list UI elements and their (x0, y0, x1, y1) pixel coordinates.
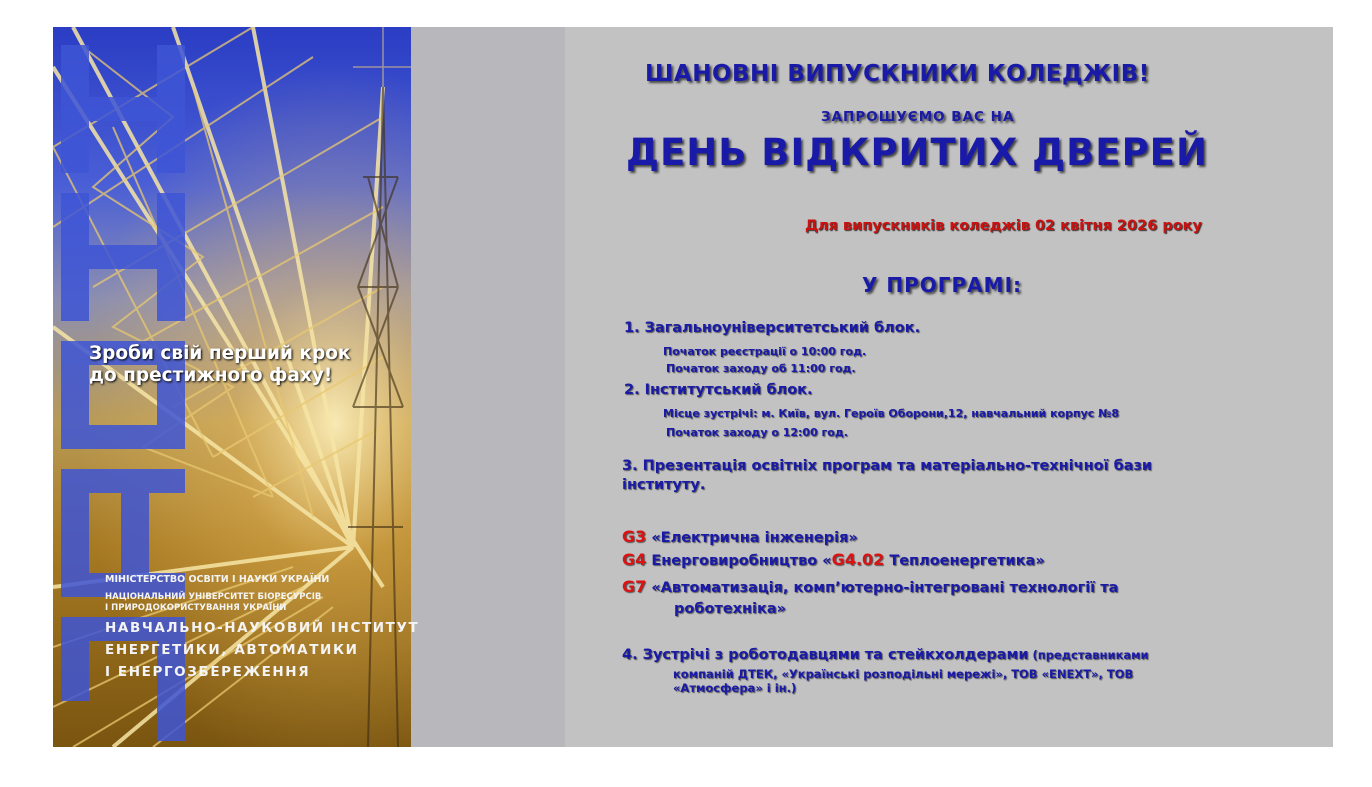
program-item-1: 1. Загальноуніверситетський блок. (624, 320, 921, 336)
item-4-line-2: компаній ДТЕК, «Українські розподільні мережі», ТОВ «ENEXT», ТОВ (673, 667, 1134, 681)
item-3-line-1: 3. Презентація освітніх програм та матеріально-технічної бази (622, 458, 1153, 474)
program-item-2: 2. Інститутський блок. (624, 382, 813, 398)
item-4-details (673, 667, 1133, 695)
invite-subheading: ЗАПРОШУЄМО ВАС НА (821, 109, 1015, 125)
item-2-location: Місце зустрічі: м. Київ, вул. Героїв Оборони,12, навчальний корпус №8 (663, 407, 1119, 420)
specialty-code: G4 (622, 550, 647, 569)
specialty-name: «Автоматизація, комп’ютерно-інтегровані технології та (646, 580, 1119, 596)
item-4-main: 4. Зустрічі з роботодавцями та стейкхолдерами (622, 647, 1029, 663)
item-4-line-3: «Атмосфера» і ін.) (673, 681, 797, 695)
specialty-g3 (622, 527, 858, 546)
event-date: Для випускників коледжів 02 квітня 2026 року (805, 218, 1202, 234)
slogan-line-2: до престижного фаху! (89, 365, 333, 386)
specialty-code: G7 (622, 577, 647, 596)
university-line-2: І ПРИРОДОКОРИСТУВАННЯ УКРАЇНИ (105, 603, 287, 613)
item-3-line-2: інституту. (622, 477, 706, 493)
specialty-code: G3 (622, 527, 647, 546)
slogan (89, 343, 389, 387)
specialty-name-prefix: Енерговиробництво « (646, 553, 832, 569)
university-line-1: НАЦІОНАЛЬНИЙ УНІВЕРСИТЕТ БІОРЕСУРСІВ (105, 592, 322, 602)
program-item-3 (622, 457, 1152, 495)
specialty-g7 (622, 576, 1118, 620)
greeting-heading: ШАНОВНІ ВИПУСКНИКИ КОЛЕДЖІВ! (645, 61, 1150, 87)
item-1-registration: Початок реєстрації о 10:00 год. (663, 345, 867, 358)
specialty-name-line-2: роботехніка» (674, 601, 786, 617)
invitation-slide (53, 27, 1333, 747)
institute-line-3: І ЕНЕРГОЗБЕРЕЖЕННЯ (105, 664, 311, 680)
item-1-start: Початок заходу об 11:00 год. (666, 362, 856, 375)
institute-line-2: ЕНЕРГЕТИКИ, АВТОМАТИКИ (105, 642, 359, 658)
item-4-paren: (представниками (1028, 648, 1149, 662)
power-tower-photo (53, 27, 565, 747)
specialty-g4 (622, 550, 1045, 569)
institution-block (105, 574, 435, 680)
item-2-start: Початок заходу о 12:00 год. (666, 426, 848, 439)
program-item-4 (622, 647, 1149, 663)
invitation-content (565, 27, 1333, 747)
institute-line-1: НАВЧАЛЬНО-НАУКОВИЙ ІНСТИТУТ (105, 620, 420, 636)
specialty-name-suffix: Теплоенергетика» (884, 553, 1045, 569)
program-title: У ПРОГРАМІ: (862, 273, 1023, 297)
slogan-line-1: Зроби свій перший крок (89, 343, 351, 364)
event-title: ДЕНЬ ВІДКРИТИХ ДВЕРЕЙ (626, 131, 1208, 174)
specialty-subcode: G4.02 (831, 550, 885, 569)
specialty-name: «Електрична інженерія» (646, 530, 858, 546)
ministry-name: МІНІСТЕРСТВО ОСВІТИ І НАУКИ УКРАЇНИ (105, 574, 330, 585)
